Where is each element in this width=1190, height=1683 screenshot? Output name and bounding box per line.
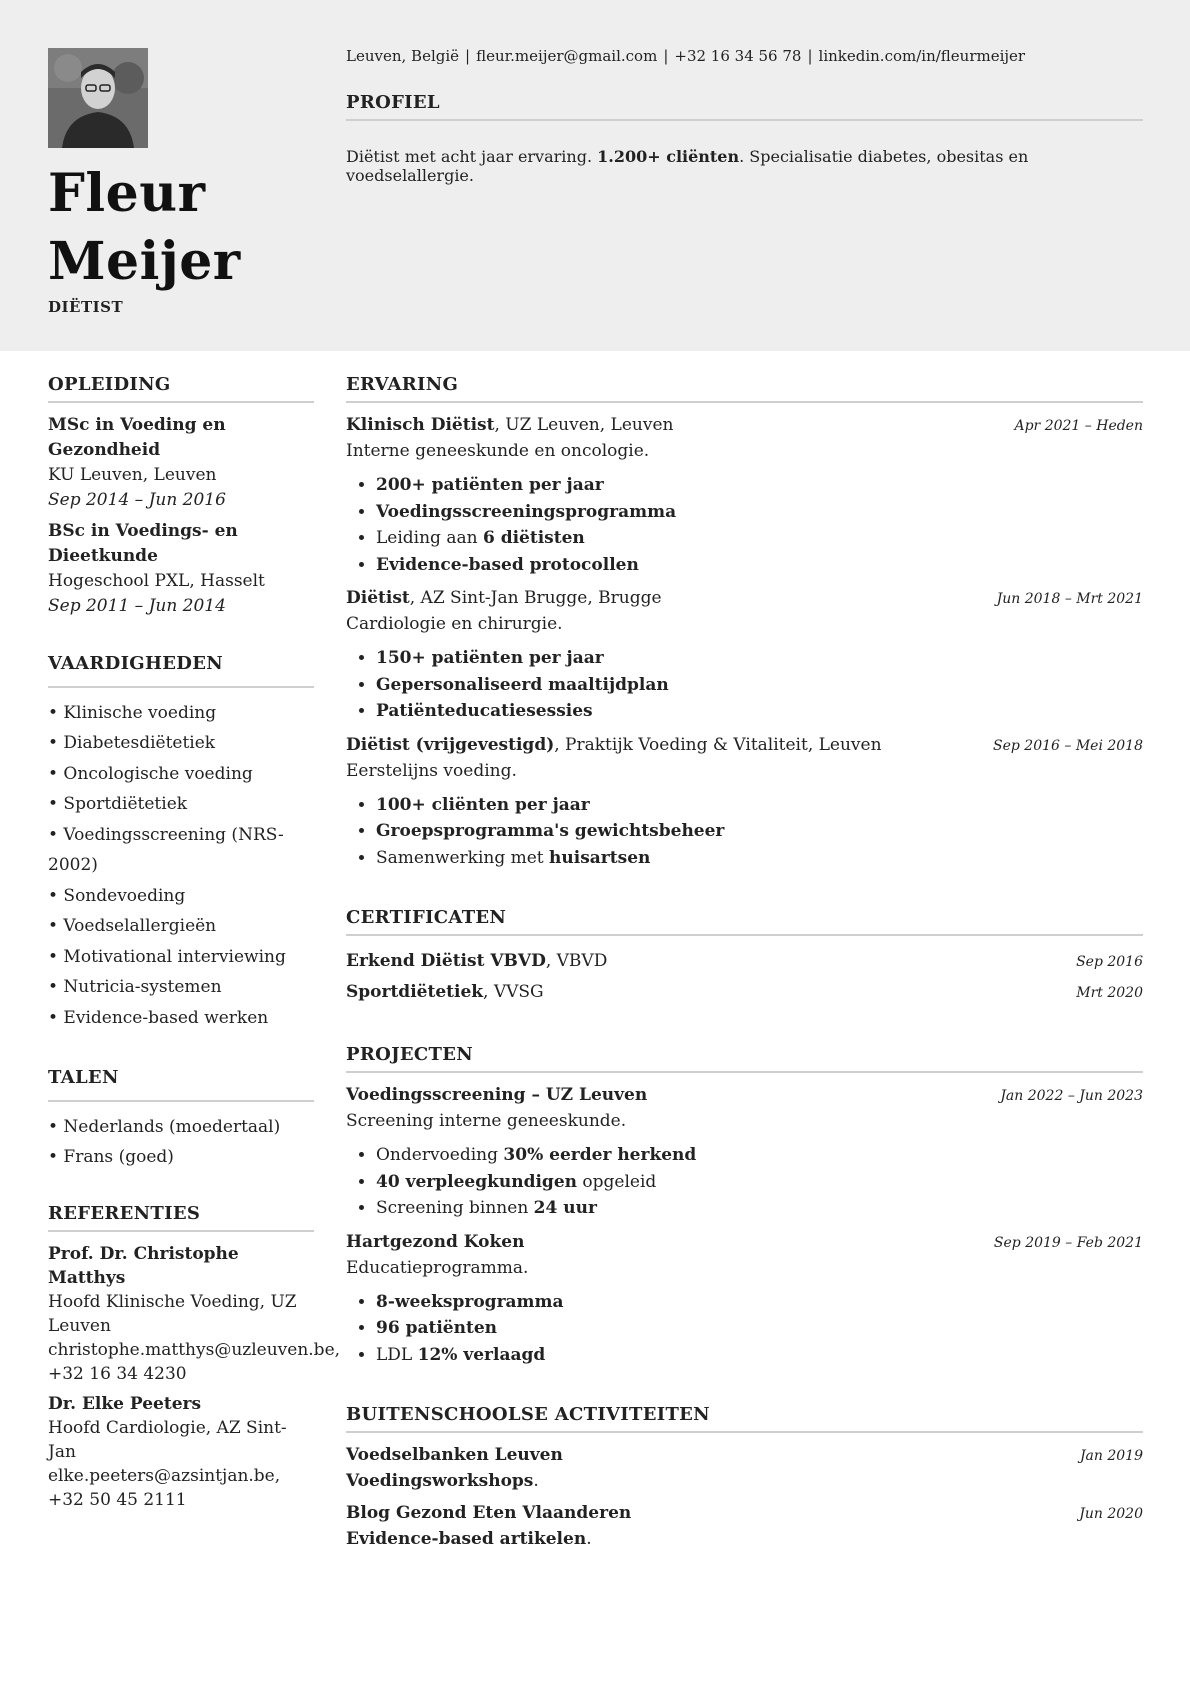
job-bullets [346, 472, 1143, 578]
job-org: , Praktijk Voeding & Vitaliteit, Leuven [554, 734, 882, 755]
skill-item: • Voedingsscreening (NRS-2002) [48, 824, 284, 875]
education-item [48, 413, 314, 513]
project-title: Voedingsscreening – UZ Leuven [346, 1085, 648, 1105]
reference-name: Prof. Dr. Christophe Matthys [48, 1243, 239, 1288]
job-bullets [346, 645, 1143, 725]
skill-item: • Sondevoeding [48, 885, 186, 906]
bullet: • Gepersonaliseerd maaltijdplan [376, 672, 1143, 699]
education-item [48, 519, 314, 619]
language-item: • Nederlands (moedertaal) [48, 1116, 281, 1137]
contact-separator: | [465, 47, 471, 65]
activity-entry [346, 1443, 1143, 1493]
activity-title: Blog Gezond Eten Vlaanderen [346, 1503, 632, 1523]
bullet: • Groepsprogramma's gewichtsbeheer [376, 818, 1143, 845]
skill-item: • Diabetesdiëtetiek [48, 733, 216, 753]
activity-date: Jun 2020 [1079, 1506, 1143, 1522]
job-title: DIËTIST [48, 298, 124, 316]
bullet: • 40 verpleegkundigen opgeleid [376, 1169, 1143, 1196]
certificates-section [346, 907, 1143, 1008]
reference-item [48, 1392, 314, 1512]
job-org: , AZ Sint-Jan Brugge, Brugge [409, 588, 662, 608]
job-description: Cardiologie en chirurgie. [346, 614, 563, 634]
activity-description: Voedingsworkshops. [346, 1471, 539, 1491]
project-title: Hartgezond Koken [346, 1231, 525, 1252]
languages-section [48, 1063, 314, 1173]
job-dates: Apr 2021 – Heden [1014, 418, 1143, 434]
skills-heading: VAARDIGHEDEN [48, 649, 314, 688]
job-dates: Sep 2016 – Mei 2018 [993, 737, 1143, 754]
contact-location: Leuven, België [346, 47, 460, 65]
contact-linkedin[interactable]: linkedin.com/in/fleurmeijer [818, 47, 1026, 65]
reference-contact: elke.peeters@azsintjan.be, +32 50 45 2111 [48, 1465, 281, 1510]
bullet: • Ondervoeding 30% eerder herkend [376, 1142, 1143, 1169]
language-item: • Frans (goed) [48, 1147, 174, 1167]
bullet: • Evidence-based protocollen [376, 552, 1143, 579]
certificate-date: Mrt 2020 [1076, 985, 1143, 1001]
references-section [48, 1202, 341, 1512]
job-description: Interne geneeskunde en oncologie. [346, 441, 650, 461]
left-column [48, 374, 341, 1542]
bullet: • Patiënteducatiesessies [376, 698, 1143, 725]
activity-description: Evidence-based artikelen. [346, 1529, 592, 1549]
job-dates: Jun 2018 – Mrt 2021 [996, 591, 1143, 607]
education-dates: Sep 2011 – Jun 2014 [48, 596, 226, 616]
project-entry [346, 1083, 1143, 1222]
last-name: Meijer [48, 231, 241, 292]
education-heading: OPLEIDING [48, 374, 314, 403]
skills-section [48, 649, 314, 1033]
education-dates: Sep 2014 – Jun 2016 [48, 490, 226, 510]
job-entry [346, 413, 1143, 578]
project-bullets [346, 1289, 1143, 1369]
degree: MSc in Voeding en Gezondheid [48, 415, 226, 460]
skill-item: • Evidence-based werken [48, 1007, 269, 1028]
bullet: • 150+ patiënten per jaar [376, 645, 1143, 672]
contact-line [346, 47, 1025, 65]
certificate-item: Sportdiëtetiek, VVSG Mrt 2020 [346, 977, 1143, 1008]
bullet: • 200+ patiënten per jaar [376, 472, 1143, 499]
person-name [48, 160, 241, 296]
bullet: • Leiding aan 6 diëtisten [376, 525, 1143, 552]
bullet: • Voedingsscreeningsprogramma [376, 499, 1143, 526]
job-bullets [346, 792, 1143, 872]
contact-separator: | [663, 47, 669, 65]
job-description: Eerstelijns voeding. [346, 760, 517, 781]
projects-heading: PROJECTEN [346, 1044, 1143, 1073]
languages-heading: TALEN [48, 1063, 314, 1102]
bullet: • 8-weeksprogramma [376, 1289, 1143, 1316]
contact-email[interactable]: fleur.meijer@gmail.com [476, 47, 658, 65]
reference-name: Dr. Elke Peeters [48, 1393, 202, 1414]
bullet: • Samenwerking met huisartsen [376, 845, 1143, 872]
bullet: • 96 patiënten [376, 1315, 1143, 1342]
education-section [48, 374, 314, 619]
job-entry [346, 733, 1143, 872]
bullet: • Screening binnen 24 uur [376, 1195, 1143, 1222]
job-title: Klinisch Diëtist [346, 415, 495, 435]
person-silhouette-icon [48, 48, 148, 148]
activity-entry [346, 1501, 1143, 1551]
experience-heading: ERVARING [346, 374, 1143, 403]
project-dates: Jan 2022 – Jun 2023 [1000, 1088, 1143, 1104]
contact-separator: | [807, 47, 813, 65]
activities-heading: BUITENSCHOOLSE ACTIVITEITEN [346, 1404, 1143, 1433]
job-title: Diëtist [346, 588, 410, 608]
certificate-date: Sep 2016 [1076, 954, 1143, 970]
bullet: • 100+ cliënten per jaar [376, 792, 1143, 819]
project-dates: Sep 2019 – Feb 2021 [993, 1234, 1143, 1251]
job-entry [346, 586, 1143, 725]
school: KU Leuven, Leuven [48, 465, 217, 485]
activity-date: Jan 2019 [1079, 1448, 1143, 1464]
reference-contact: christophe.matthys@uzleuven.be, +32 16 34 4230 [48, 1339, 341, 1384]
right-column [346, 374, 1143, 1587]
skill-item: • Voedselallergieën [48, 916, 217, 936]
bullet: • LDL 12% verlaagd [376, 1342, 1143, 1369]
project-entry [346, 1230, 1143, 1369]
skill-item: • Motivational interviewing [48, 946, 286, 967]
reference-item [48, 1242, 341, 1386]
profile-section [346, 92, 1143, 185]
skill-item: • Klinische voeding [48, 702, 217, 723]
profile-photo [48, 48, 148, 148]
first-name: Fleur [48, 163, 206, 224]
skill-item: • Oncologische voeding [48, 763, 253, 784]
project-bullets [346, 1142, 1143, 1222]
contact-phone: +32 16 34 56 78 [674, 47, 802, 65]
profile-heading: PROFIEL [346, 92, 1143, 121]
skill-item: • Sportdiëtetiek [48, 794, 188, 814]
certificate-item: Erkend Diëtist VBVD, VBVD Sep 2016 [346, 946, 1143, 977]
activities-section [346, 1404, 1143, 1551]
skill-item: • Nutricia-systemen [48, 977, 222, 997]
reference-role: Hoofd Klinische Voeding, UZ Leuven [48, 1291, 297, 1336]
projects-section [346, 1044, 1143, 1368]
certificates-heading: CERTIFICATEN [346, 907, 1143, 936]
school: Hogeschool PXL, Hasselt [48, 571, 265, 591]
project-description: Screening interne geneeskunde. [346, 1111, 627, 1131]
experience-section [346, 374, 1143, 871]
profile-text: Diëtist met acht jaar ervaring. 1.200+ cliënten. Specialisatie diabetes, obesitas en voedselallergie. [346, 147, 1029, 185]
activity-title: Voedselbanken Leuven [346, 1445, 563, 1465]
references-heading: REFERENTIES [48, 1203, 314, 1232]
reference-role: Hoofd Cardiologie, AZ Sint-Jan [48, 1417, 287, 1462]
project-description: Educatieprogramma. [346, 1257, 529, 1278]
degree: BSc in Voedings- en Dieetkunde [48, 521, 238, 566]
job-title: Diëtist (vrijgevestigd) [346, 734, 555, 755]
job-org: , UZ Leuven, Leuven [494, 415, 674, 435]
